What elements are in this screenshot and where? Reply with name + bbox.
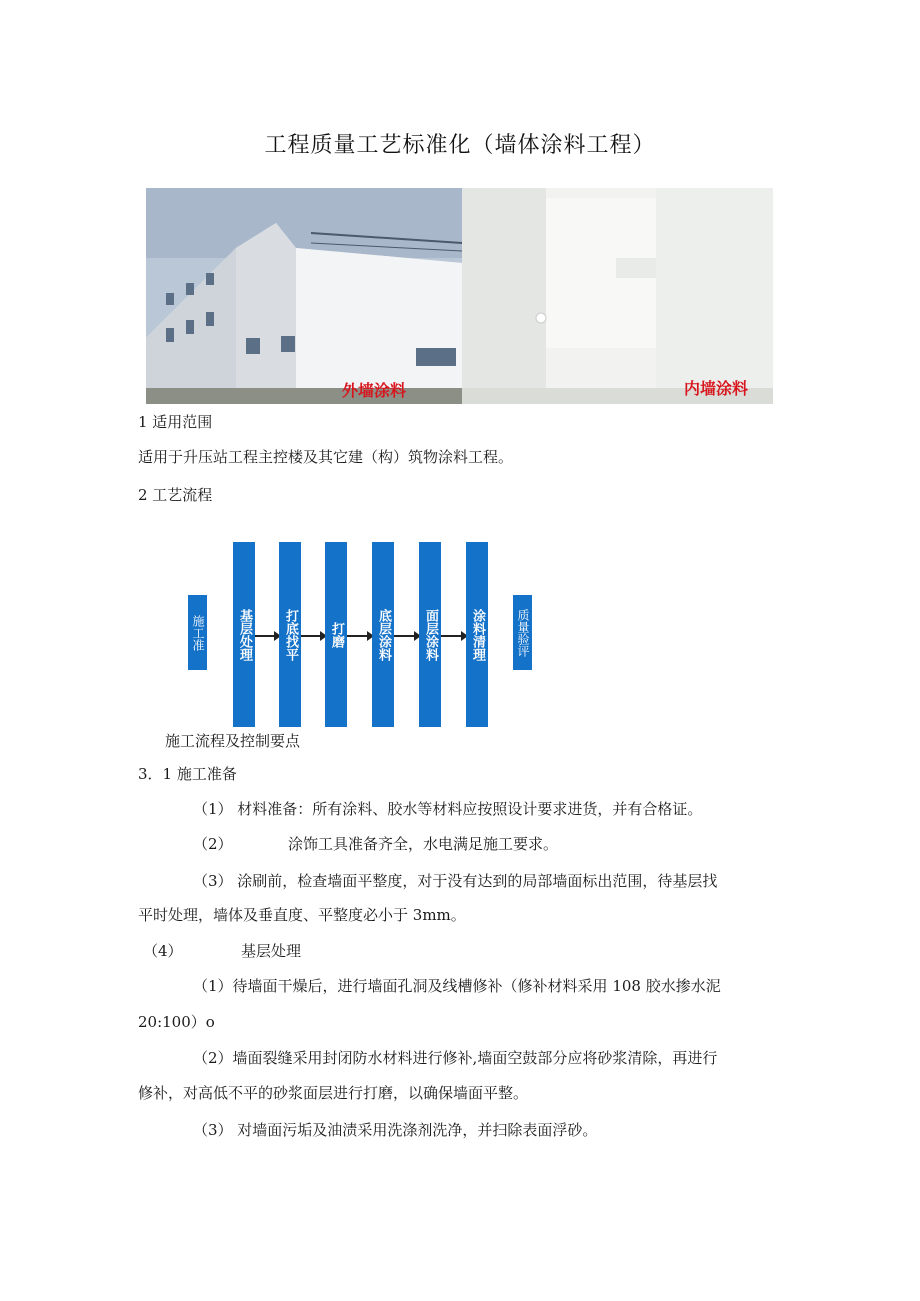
interior-caption: 内墙涂料 — [684, 379, 749, 398]
base-treatment-2-line-2: 修补，对高低不平的砂浆面层进行打磨，以确保墙面平整。 — [138, 1084, 529, 1102]
wall-coating-photo — [146, 188, 773, 404]
page-title: 工程质量工艺标准化（墙体涂料工程） — [264, 133, 656, 158]
flow-end-box: 质量验评 — [513, 595, 532, 670]
base-treatment-1-line-2: 20:100）o — [138, 1013, 215, 1031]
process-flowchart — [180, 535, 540, 730]
flow-step-6: 涂料清理 — [466, 542, 488, 727]
flow-arrow — [301, 635, 325, 637]
flow-step-4: 底层涂料 — [372, 542, 394, 727]
flow-arrow — [347, 635, 372, 637]
prep-item-2-text: 涂饰工具准备齐全，水电满足施工要求。 — [288, 835, 559, 853]
flow-arrow — [441, 635, 466, 637]
prep-item-4-text: 基层处理 — [241, 942, 302, 960]
section-2-heading: 2 工艺流程 — [138, 486, 213, 504]
prep-item-1: （1） 材料准备：所有涂料、胶水等材料应按照设计要求进货，并有合格证。 — [193, 800, 703, 818]
photo-illustration — [146, 188, 773, 404]
flow-arrow — [255, 635, 279, 637]
base-treatment-3: （3） 对墙面污垢及油渍采用洗涤剂洗净，并扫除表面浮砂。 — [193, 1121, 598, 1139]
flow-step-1: 基层处理 — [233, 542, 255, 727]
flow-start-box: 施工准 — [188, 595, 207, 670]
prep-item-3-line-2: 平时处理，墙体及垂直度、平整度必小于 3mm。 — [138, 906, 466, 924]
flow-arrow — [394, 635, 419, 637]
section-1-heading: 1 适用范围 — [138, 413, 213, 431]
base-treatment-2-line-1: （2）墙面裂缝采用封闭防水材料进行修补,墙面空鼓部分应将砂浆清除，再进行 — [193, 1049, 718, 1067]
flow-step-2: 打底找平 — [279, 542, 301, 727]
prep-item-4-number: （4） — [143, 942, 183, 960]
flow-step-5: 面层涂料 — [419, 542, 441, 727]
section-3-1-heading: 3．1 施工准备 — [138, 765, 237, 783]
flow-step-3: 打磨 — [325, 542, 347, 727]
exterior-caption: 外墙涂料 — [342, 381, 407, 400]
flowchart-caption: 施工流程及控制要点 — [165, 732, 301, 750]
section-1-text: 适用于升压站工程主控楼及其它建（构）筑物涂料工程。 — [138, 448, 514, 466]
prep-item-3-line-1: （3） 涂刷前，检查墙面平整度，对于没有达到的局部墙面标出范围，待基层找 — [193, 872, 718, 890]
prep-item-2-number: （2） — [193, 835, 233, 853]
base-treatment-1-line-1: （1）待墙面干燥后，进行墙面孔洞及线槽修补（修补材料采用 108 胶水掺水泥 — [193, 977, 721, 995]
